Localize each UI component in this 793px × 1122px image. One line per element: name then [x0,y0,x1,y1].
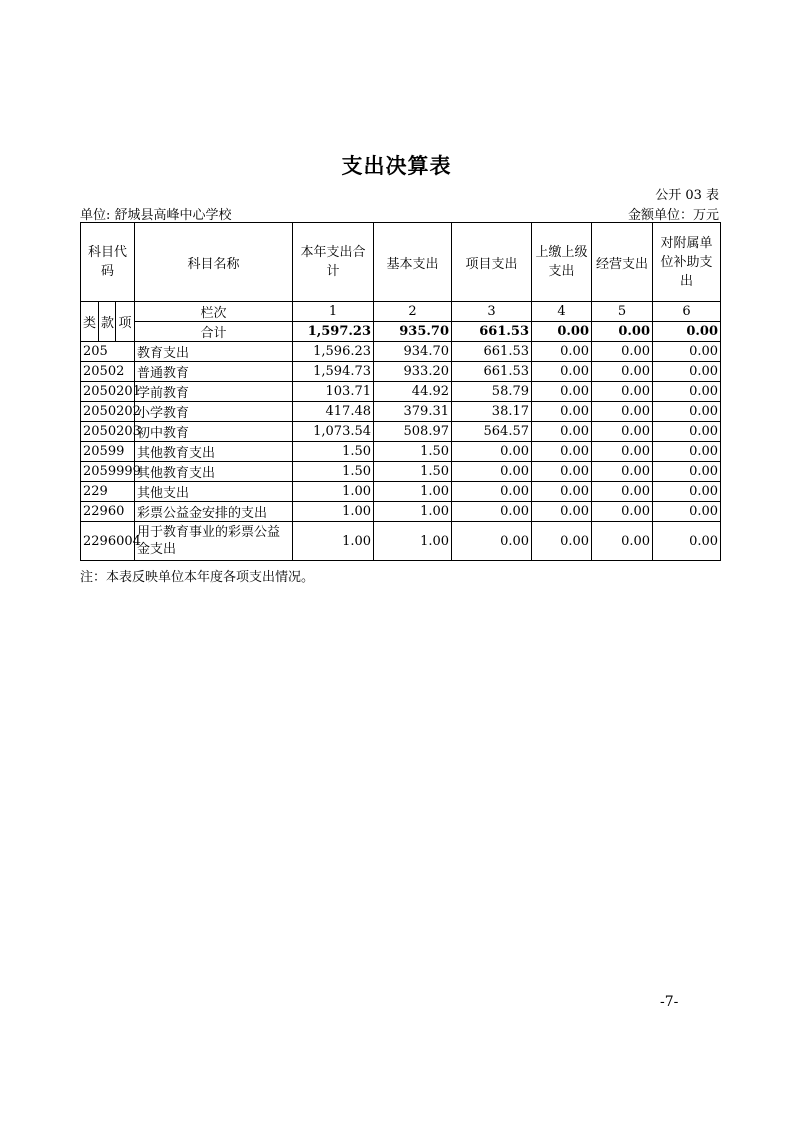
subject-name: 用于教育事业的彩票公益金支出 [135,522,293,561]
amount-cell: 58.79 [452,382,532,402]
amount-unit: 金额单位：万元 [627,208,719,223]
page-title: 支出决算表 [341,154,452,178]
subject-name: 教育支出 [135,342,293,362]
column-index: 4 [532,302,592,322]
amount-cell: 1.50 [293,462,374,482]
amount-cell: 661.53 [452,362,532,382]
header-xiang: 项 [116,302,135,342]
amount-cell: 1.00 [374,522,452,561]
header-operating-expenditure: 经营支出 [592,223,653,302]
amount-cell: 0.00 [592,522,653,561]
subject-code: 2050201 [81,382,135,402]
subject-code: 20599 [81,442,135,462]
header-project-expenditure: 项目支出 [452,223,532,302]
amount-cell: 1.00 [374,482,452,502]
amount-cell: 0.00 [592,442,653,462]
header-payment-to-superior: 上缴上级支出 [532,223,592,302]
table-note: 注：本表反映单位本年度各项支出情况。 [80,570,315,585]
amount-cell: 0.00 [592,422,653,442]
subject-name: 学前教育 [135,382,293,402]
subject-code: 2296004 [81,522,135,561]
total-cell: 0.00 [532,322,592,342]
header-total-expenditure: 本年支出合计 [293,223,374,302]
header-kuan: 款 [99,302,116,342]
amount-cell: 934.70 [374,342,452,362]
amount-cell: 0.00 [532,402,592,422]
column-index: 2 [374,302,452,322]
amount-cell: 38.17 [452,402,532,422]
amount-cell: 0.00 [532,522,592,561]
table-row [81,362,721,382]
amount-cell: 0.00 [452,462,532,482]
table-row [81,462,721,482]
table-row [81,422,721,442]
subject-name: 其他教育支出 [135,442,293,462]
form-number: 公开 03 表 [655,188,719,203]
header-basic-expenditure: 基本支出 [374,223,452,302]
amount-cell: 508.97 [374,422,452,442]
amount-cell: 0.00 [592,462,653,482]
amount-cell: 417.48 [293,402,374,422]
amount-cell: 0.00 [653,442,721,462]
amount-cell: 564.57 [452,422,532,442]
amount-cell: 0.00 [592,342,653,362]
amount-cell: 661.53 [452,342,532,362]
subject-name: 彩票公益金安排的支出 [135,502,293,522]
header-lei: 类 [81,302,99,342]
amount-cell: 0.00 [592,402,653,422]
subject-code: 2050202 [81,402,135,422]
total-cell: 0.00 [592,322,653,342]
amount-cell: 0.00 [592,502,653,522]
amount-cell: 1,073.54 [293,422,374,442]
total-cell: 661.53 [452,322,532,342]
amount-cell: 0.00 [653,342,721,362]
amount-cell: 0.00 [532,442,592,462]
amount-cell: 0.00 [532,462,592,482]
total-row [81,322,721,342]
subject-name: 初中教育 [135,422,293,442]
amount-cell: 0.00 [592,382,653,402]
header-code: 科目代码 [81,223,135,302]
subject-name: 小学教育 [135,402,293,422]
subject-code: 2059999 [81,462,135,482]
column-index: 6 [653,302,721,322]
amount-cell: 103.71 [293,382,374,402]
amount-cell: 0.00 [452,482,532,502]
amount-cell: 0.00 [532,342,592,362]
amount-cell: 1.00 [293,482,374,502]
total-cell: 1,597.23 [293,322,374,342]
header-lanci: 栏次 [135,302,293,322]
table-row [81,502,721,522]
amount-cell: 0.00 [592,482,653,502]
subject-code: 229 [81,482,135,502]
subject-code: 205 [81,342,135,362]
amount-cell: 1.00 [293,522,374,561]
amount-cell: 1.50 [374,442,452,462]
header-row [81,223,721,302]
amount-cell: 1,594.73 [293,362,374,382]
amount-cell: 0.00 [653,482,721,502]
amount-cell: 0.00 [653,522,721,561]
amount-cell: 1.50 [293,442,374,462]
table-row [81,482,721,502]
total-cell: 935.70 [374,322,452,342]
table-row [81,342,721,362]
subject-name: 普通教育 [135,362,293,382]
amount-cell: 0.00 [653,362,721,382]
amount-cell: 0.00 [592,362,653,382]
reporting-unit: 单位: 舒城县高峰中心学校 [80,208,232,223]
column-index: 1 [293,302,374,322]
subject-name: 其他教育支出 [135,462,293,482]
amount-cell: 379.31 [374,402,452,422]
table-row [81,382,721,402]
amount-cell: 1,596.23 [293,342,374,362]
subject-code: 22960 [81,502,135,522]
total-cell: 0.00 [653,322,721,342]
amount-cell: 44.92 [374,382,452,402]
amount-cell: 0.00 [532,382,592,402]
amount-cell: 933.20 [374,362,452,382]
table-row [81,522,721,561]
amount-cell: 0.00 [532,502,592,522]
table-row [81,402,721,422]
subject-code: 2050203 [81,422,135,442]
column-index: 3 [452,302,532,322]
header-subsidy-to-affiliates: 对附属单位补助支出 [653,223,721,302]
subject-code: 20502 [81,362,135,382]
amount-cell: 0.00 [532,482,592,502]
amount-cell: 1.50 [374,462,452,482]
amount-cell: 0.00 [452,522,532,561]
amount-cell: 1.00 [293,502,374,522]
page-number: -7- [660,994,679,1010]
amount-cell: 0.00 [653,402,721,422]
amount-cell: 0.00 [653,382,721,402]
subject-name: 其他支出 [135,482,293,502]
amount-cell: 0.00 [452,442,532,462]
amount-cell: 1.00 [374,502,452,522]
amount-cell: 0.00 [452,502,532,522]
header-name: 科目名称 [135,223,293,302]
total-label: 合计 [135,322,293,342]
amount-cell: 0.00 [653,462,721,482]
table-row [81,442,721,462]
expenditure-table [80,222,721,561]
amount-cell: 0.00 [653,502,721,522]
amount-cell: 0.00 [653,422,721,442]
column-index-row [81,302,721,322]
amount-cell: 0.00 [532,362,592,382]
amount-cell: 0.00 [532,422,592,442]
column-index: 5 [592,302,653,322]
